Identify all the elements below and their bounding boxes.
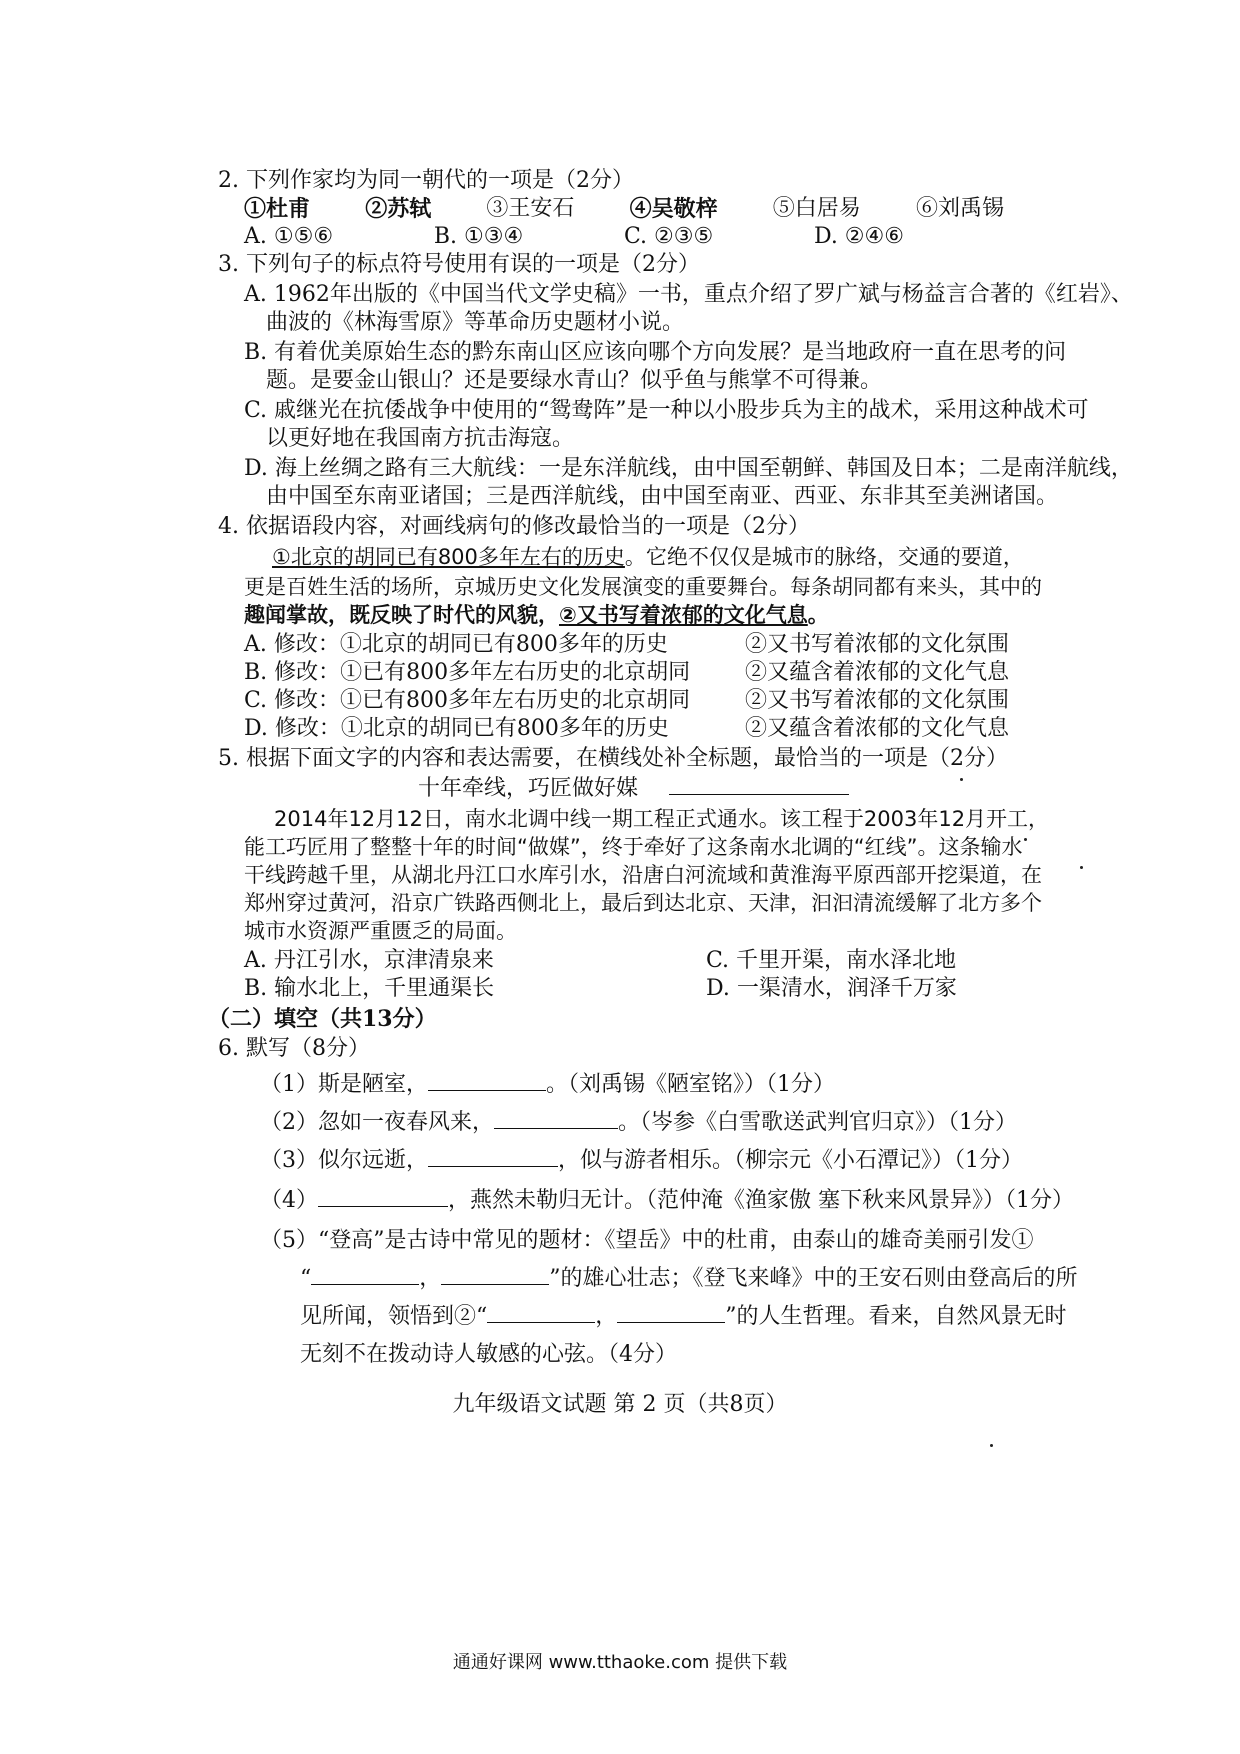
q3-c-line1: C. 戚继光在抗倭战争中使用的“鸳鸯阵”是一种以小股步兵为主的战术，采用这种战术可 <box>244 398 1089 423</box>
q6-item-3-text: （3）似尔远逝， <box>260 1148 428 1173</box>
scan-speck <box>960 778 963 781</box>
q6-item-5-line3-tail: ”的人生哲理。看来，自然风景无时 <box>725 1304 1067 1329</box>
q4-passage-line2: 更是百姓生活的场所，京城历史文化发展演变的重要舞台。每条胡同都有来头，其中的 <box>244 575 1042 599</box>
q5-passage-line3: 干线跨越千里，从湖北丹江口水库引水，沿唐白河流域和黄淮海平原西部开挖渠道，在 <box>244 863 1042 887</box>
q6-item-5-blank-3[interactable] <box>487 1302 595 1323</box>
q5-option-c: C. 千里开渠，南水泽北地 <box>706 948 957 973</box>
q6-item-5-line3-text: 见所闻，领悟到②“ <box>300 1304 488 1329</box>
q6-item-4 <box>260 1186 1074 1216</box>
q4-option-c-right: ②又书写着浓郁的文化氛围 <box>745 688 1010 713</box>
q6-item-2 <box>260 1108 1017 1138</box>
q6-item-5-line2 <box>300 1264 1078 1294</box>
q6-item-3-blank[interactable] <box>428 1146 558 1167</box>
q2-author-1: ①杜甫 <box>244 196 311 222</box>
q5-option-d: D. 一渠清水，润泽千万家 <box>706 976 957 1001</box>
q3-b-line1: B. 有着优美原始生态的黔东南山区应该向哪个方向发展？是当地政府一直在思考的问 <box>244 340 1067 365</box>
section-heading: （二）填空（共13分） <box>208 1006 437 1032</box>
q6-item-2-source: 。（岑参《白雪歌送武判官归京》）（1分） <box>618 1110 1017 1135</box>
q3-d-line2: 由中国至东南亚诸国；三是西洋航线，由中国至南亚、西亚、东非其至美洲诸国。 <box>266 484 1059 509</box>
q4-underlined-sentence-1: ①北京的胡同已有800多年左右的历史 <box>272 545 625 569</box>
q2-authors <box>244 194 1004 224</box>
q3-c-line2: 以更好地在我国南方抗击海寇。 <box>266 426 575 451</box>
q3-stem: 3. 下列句子的标点符号使用有误的一项是（2分） <box>218 252 700 277</box>
q4-passage-line1 <box>272 542 1024 572</box>
download-notice: 通通好课网 www.tthaoke.com 提供下载 <box>452 1652 788 1673</box>
q2-option-b: B. ①③④ <box>433 224 524 249</box>
q4-option-a-left: A. 修改：①北京的胡同已有800多年的历史 <box>244 632 668 657</box>
q4-option-c-left: C. 修改：①已有800多年左右历史的北京胡同 <box>244 688 691 713</box>
q3-d-line1: D. 海上丝绸之路有三大航线：一是东洋航线，由中国至朝鲜、韩国及日本；二是南洋航线， <box>244 456 1133 481</box>
q2-author-5: ⑤白居易 <box>772 196 861 221</box>
q6-item-5-comma-2: ， <box>595 1304 618 1329</box>
q6-item-5-line3 <box>300 1302 1067 1332</box>
q4-option-b-left: B. 修改：①已有800多年左右历史的北京胡同 <box>244 660 691 685</box>
q2-author-2: ②苏轼 <box>365 196 432 222</box>
q5-passage-line1: 2014年12月12日，南水北调中线一期工程正式通水。该工程于2003年12月开工， <box>274 807 1050 831</box>
q2-author-4: ④吴敬梓 <box>629 196 718 222</box>
q3-b-line2: 题。是要金山银山？还是要绿水青山？似乎鱼与熊掌不可得兼。 <box>266 368 883 393</box>
scan-speck <box>1024 838 1027 841</box>
q5-passage-line5: 城市水资源严重匮乏的局面。 <box>244 919 517 943</box>
q4-passage-text-2: 趣闻掌故，既反映了时代的风貌， <box>244 603 559 627</box>
q5-passage-line4: 郑州穿过黄河，沿京广铁路西侧北上，最后到达北京、天津，汩汩清流缓解了北方多个 <box>244 891 1042 915</box>
scan-speck <box>1080 866 1083 869</box>
page-footer: 九年级语文试题 第 2 页（共8页） <box>452 1392 788 1417</box>
q4-option-a-right: ②又书写着浓郁的文化氛围 <box>745 632 1010 657</box>
q5-option-a: A. 丹江引水，京津清泉来 <box>244 948 494 973</box>
q3-a-line1: A. 1962年出版的《中国当代文学史稿》一书，重点介绍了罗广斌与杨益言合著的《红岩》、 <box>244 282 1133 307</box>
q6-item-2-text: （2）忽如一夜春风来， <box>260 1110 494 1135</box>
q2-option-c: C. ②③⑤ <box>623 224 714 249</box>
q3-a-line2: 曲波的《林海雪原》等革命历史题材小说。 <box>266 310 685 335</box>
q2-option-d: D. ②④⑥ <box>813 224 904 249</box>
q4-passage-text: 。它绝不仅仅是城市的脉络，交通的要道， <box>624 545 1024 569</box>
q6-item-5-line1: （5）“登高”是古诗中常见的题材：《望岳》中的杜甫，由泰山的雄奇美丽引发① <box>260 1228 1034 1253</box>
q4-option-d-right: ②又蕴含着浓郁的文化气息 <box>745 716 1010 741</box>
q2-stem: 2. 下列作家均为同一朝代的一项是（2分） <box>218 168 634 193</box>
q4-passage-line3 <box>244 600 829 630</box>
q5-title <box>418 774 849 804</box>
q6-item-4-text: （4） <box>260 1188 318 1213</box>
q4-option-d-left: D. 修改：①北京的胡同已有800多年的历史 <box>244 716 669 741</box>
q6-item-1 <box>260 1070 835 1100</box>
q6-item-3 <box>260 1146 1023 1176</box>
q6-item-5-blank-1[interactable] <box>311 1264 419 1285</box>
q4-underlined-sentence-2: ②又书写着浓郁的文化气息 <box>559 603 808 627</box>
q6-item-1-blank[interactable] <box>428 1070 546 1091</box>
q6-stem: 6. 默写（8分） <box>218 1036 370 1061</box>
q5-stem: 5. 根据下面文字的内容和表达需要，在横线处补全标题，最恰当的一项是（2分） <box>218 746 1008 771</box>
q5-title-blank[interactable] <box>669 774 849 795</box>
q6-item-5-line2-text: ”的雄心壮志；《登飞来峰》中的王安石则由登高后的所 <box>549 1266 1078 1291</box>
q4-passage-end: 。 <box>807 603 829 627</box>
q2-author-3: ③王安石 <box>486 196 575 221</box>
q6-item-5-blank-2[interactable] <box>441 1264 549 1285</box>
q6-item-2-blank[interactable] <box>494 1108 618 1129</box>
q4-stem: 4. 依据语段内容，对画线病句的修改最恰当的一项是（2分） <box>218 514 810 539</box>
q2-option-a: A. ①⑤⑥ <box>244 224 334 249</box>
q2-author-6: ⑥刘禹锡 <box>915 196 1004 221</box>
q6-item-5-quote-open: “ <box>300 1266 312 1291</box>
q4-option-b-right: ②又蕴含着浓郁的文化气息 <box>745 660 1010 685</box>
scan-speck <box>990 1444 993 1447</box>
q5-title-text: 十年牵线，巧匠做好媒 <box>418 776 639 801</box>
q2-options <box>244 222 904 252</box>
q6-item-5-comma: ， <box>419 1266 442 1291</box>
q6-item-5-line4: 无刻不在拨动诗人敏感的心弦。（4分） <box>300 1342 677 1367</box>
q6-item-4-blank[interactable] <box>318 1186 448 1207</box>
q6-item-1-source: 。（刘禹锡《陋室铭》）（1分） <box>546 1072 835 1097</box>
q5-passage-line2: 能工巧匠用了整整十年的时间“做媒”，终于牵好了这条南水北调的“红线”。这条输水 <box>244 835 1023 859</box>
q6-item-5-blank-4[interactable] <box>617 1302 725 1323</box>
q6-item-3-source: ，似与游者相乐。（柳宗元《小石潭记》）（1分） <box>558 1148 1023 1173</box>
q5-option-b: B. 输水北上，千里通渠长 <box>244 976 495 1001</box>
q6-item-4-source: ，燕然未勒归无计。（范仲淹《渔家傲 塞下秋来风景异》）（1分） <box>448 1188 1074 1213</box>
q6-item-1-text: （1）斯是陋室， <box>260 1072 428 1097</box>
